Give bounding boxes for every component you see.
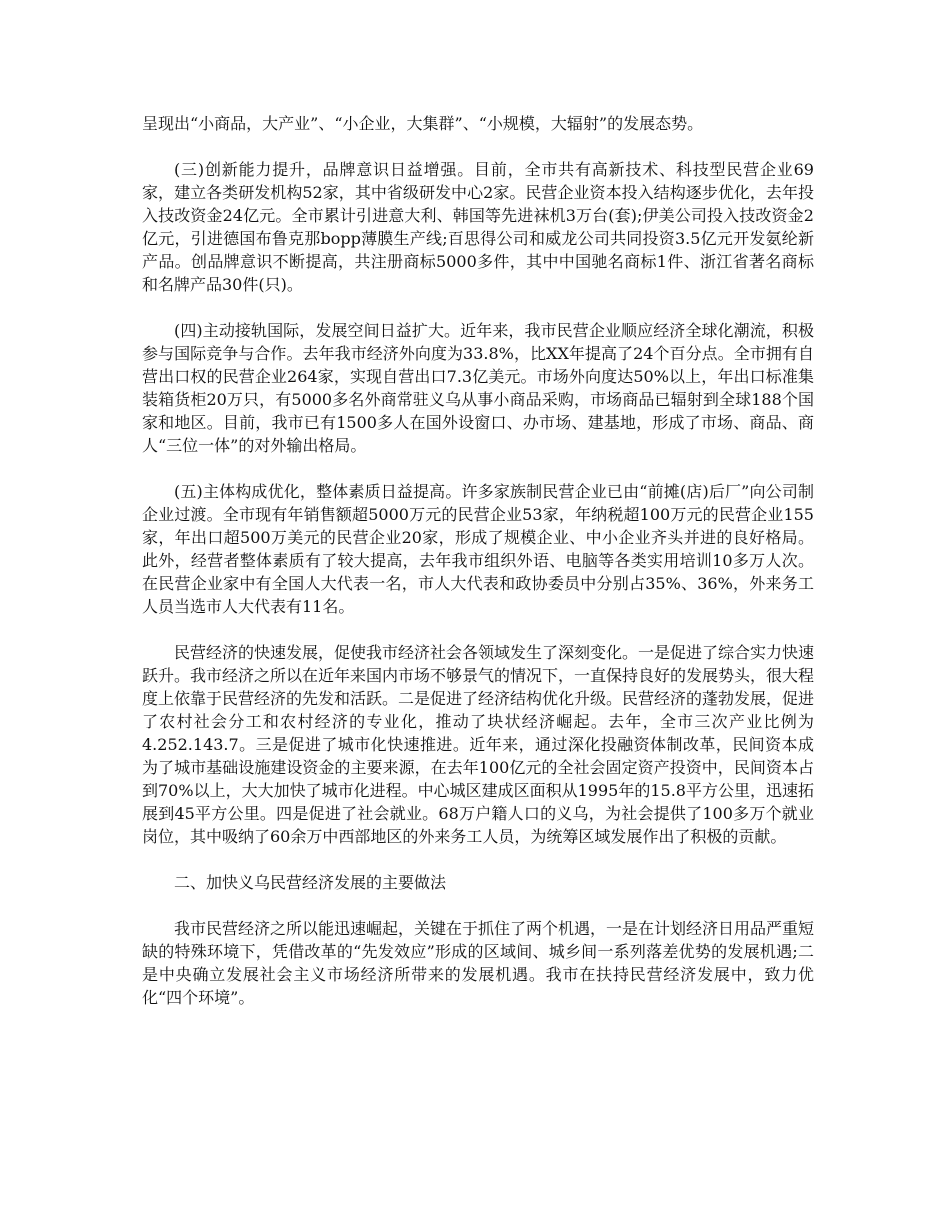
paragraph-impact: 民营经济的快速发展，促使我市经济社会各领域发生了深刻变化。一是促进了综合实力快速跃升。我市经济之所以在近年来国内市场不够景气的情况下，一直保持良好的发展势头，很大程度上依靠于民营经济的先发和活跃。二是促进了经济结构优化升级。民营经济的蓬勃发展，促进了农村社会分工和农村经济的专业化，推动了块状经济崛起。去年，全市三次产业比例为4.252.143.7。三是促进了城市化快速推进。近年来，通过深化投融资体制改革，民间资本成为了城市基础设施建设资金的主要来源，在去年100亿元的全社会固定资产投资中，民间资本占到70%以上，大大加快了城市化进程。中心城区建成区面积从1995年的15.8平方公里，迅速拓展到45平方公里。四是促进了社会就业。68万户籍人口的义乌，为社会提供了100多万个就业岗位，其中吸纳了60余万中西部地区的外来务工人员，为统筹区域发展作出了积极的贡献。 — [142, 643, 815, 846]
paragraph-practices: 我市民营经济之所以能迅速崛起，关键在于抓住了两个机遇，一是在计划经济日用品严重短缺的特殊环境下，凭借改革的“先发效应”形成的区域间、城乡间一系列落差优势的发展机遇;二是中央确立发展社会主义市场经济所带来的发展机遇。我市在扶持民营经济发展中，致力优化“四个环境”。 — [142, 919, 815, 1007]
paragraph-continuation: 呈现出“小商品，大产业”、“小企业，大集群”、“小规模，大辐射”的发展态势。 — [142, 114, 704, 133]
section-heading: 二、加快义乌民营经济发展的主要做法 — [174, 873, 447, 892]
paragraph-international: (四)主动接轨国际，发展空间日益扩大。近年来，我市民营企业顺应经济全球化潮流，积极参与国际竞争与合作。去年我市经济外向度为33.8%，比XX年提高了24个百分点。全市拥有自营出口权的民营企业264家，实现自营出口7.3亿美元。市场外向度达50%以上，年出口标准集装箱货柜20万只，有5000多名外商常驻义乌从事小商品采购，市场商品已辐射到全球188个国家和地区。目前，我市已有1500多人在国外设窗口、办市场、建基地，形成了市场、商品、商人“三位一体”的对外输出格局。 — [142, 321, 814, 455]
document-page — [142, 112, 814, 1032]
paragraph-structure: (五)主体构成优化，整体素质日益提高。许多家族制民营企业已由“前摊(店)后厂”向公司制企业过渡。全市现有年销售额超5000万元的民营企业53家，年纳税超100万元的民营企业155家，年出口超500万美元的民营企业20家，形成了规模企业、中小企业齐头并进的良好格局。此外，经营者整体素质有了较大提高，去年我市组织外语、电脑等各类实用培训10多万人次。在民营企业家中有全国人大代表一名，市人大代表和政协委员中分别占35%、36%，外来务工人员当选市人大代表有11名。 — [142, 482, 814, 616]
paragraph-innovation: (三)创新能力提升，品牌意识日益增强。目前，全市共有高新技术、科技型民营企业69家，建立各类研发机构52家，其中省级研发中心2家。民营企业资本投入结构逐步优化，去年投入技改资金24亿元。全市累计引进意大利、韩国等先进袜机3万台(套);伊美公司投入技改资金2亿元，引进德国布鲁克那bopp薄膜生产线;百思得公司和威龙公司共同投资3.5亿元开发氨纶新产品。创品牌意识不断提高，共注册商标5000多件，其中中国驰名商标1件、浙江省著名商标和名牌产品30件(只)。 — [142, 160, 814, 294]
